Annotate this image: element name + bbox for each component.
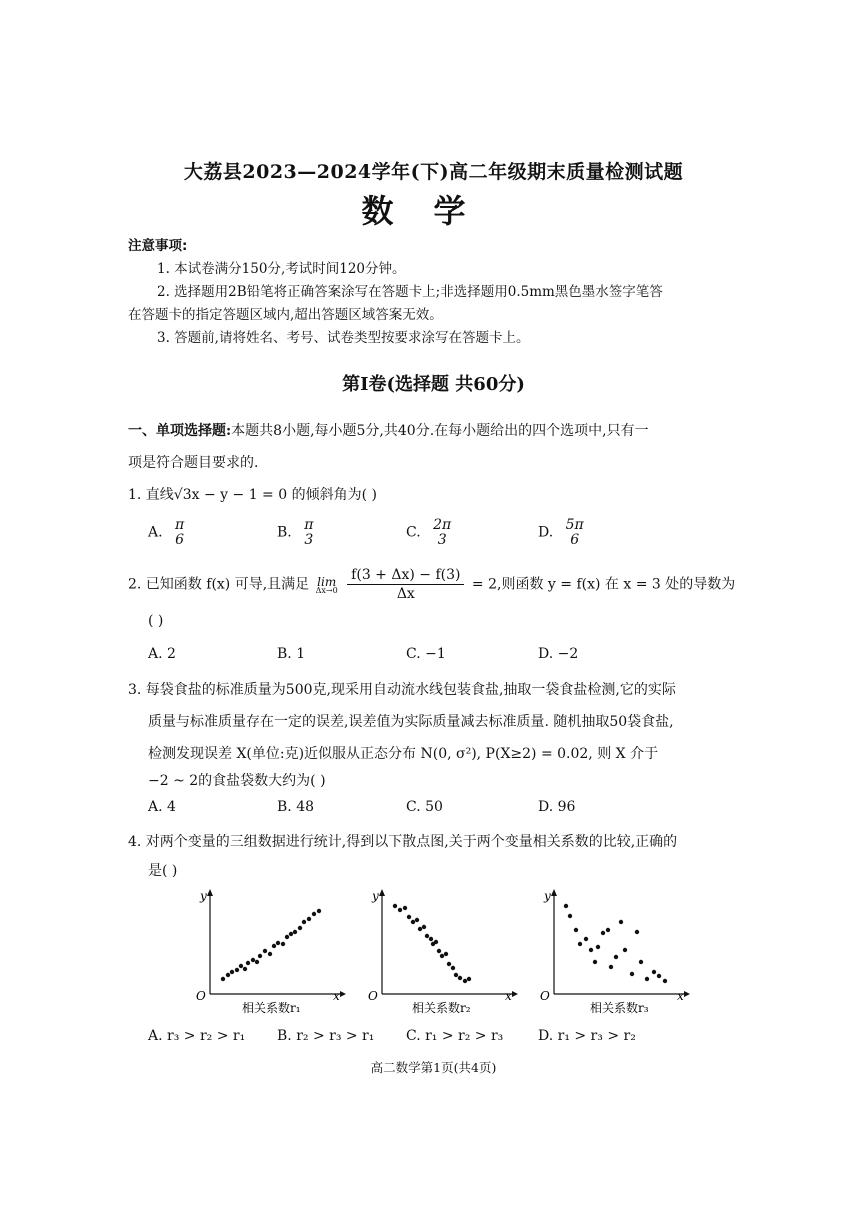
scatter-point: [454, 973, 458, 977]
section-title: 第Ⅰ卷(选择题 共60分): [342, 374, 525, 395]
plot3-ylabel: y: [544, 889, 551, 903]
scatter-point: [447, 962, 451, 966]
q1-option-c-label: C.: [406, 524, 421, 541]
q2-limit: [316, 575, 338, 595]
plot3-caption: 相关系数r₃: [590, 1001, 649, 1015]
scatter-point: [440, 954, 444, 958]
q1-d-den: 6: [570, 531, 580, 548]
scatter-point: [418, 927, 422, 931]
scatter-point: [589, 948, 593, 952]
scatter-plot-3: [534, 884, 699, 1020]
q1-c-den: 3: [437, 531, 447, 548]
plot1-xlabel: x: [333, 989, 340, 1003]
q1-d-num: 5π: [565, 517, 584, 533]
scatter-point: [574, 928, 578, 932]
scatter-point: [230, 970, 234, 974]
plot3-origin: O: [540, 989, 550, 1003]
scatter-point: [639, 960, 643, 964]
q2-stem-b: = 2,则函数 y = f(x) 在 x = 3 处的导数为: [471, 576, 736, 593]
q1-b-den: 3: [304, 531, 314, 548]
plot1-origin: O: [196, 989, 206, 1003]
scatter-point: [415, 918, 419, 922]
scatter-point: [226, 973, 230, 977]
scatter-point: [246, 961, 250, 965]
scatter-point: [578, 942, 582, 946]
part-heading-desc: 本题共8小题,每小题5分,共40分.在每小题给出的四个选项中,只有一: [231, 423, 649, 439]
scatter-point: [437, 949, 441, 953]
scatter-point: [263, 949, 267, 953]
q1-option-a-label: A.: [148, 524, 163, 541]
plot1-caption: 相关系数r₁: [242, 1001, 301, 1015]
part-heading-desc-2: 项是符合题目要求的.: [128, 455, 259, 471]
q2-option-d: D. −2: [538, 646, 579, 662]
scatter-point: [293, 930, 297, 934]
scatter-point: [564, 904, 568, 908]
scatter-point: [619, 920, 623, 924]
scatter-point: [467, 977, 471, 981]
subject-title: 数学: [361, 192, 506, 230]
plot2-caption: 相关系数r₂: [412, 1001, 471, 1015]
q4-option-c: C. r₁ > r₂ > r₃: [406, 1028, 504, 1044]
q3-option-b: B. 48: [277, 799, 315, 815]
q1-option-d-label: D.: [538, 524, 554, 541]
scatter-point: [255, 960, 259, 964]
scatter-point: [302, 920, 306, 924]
scatter-point: [623, 948, 627, 952]
plot1-ylabel: y: [200, 889, 207, 903]
scatter-point: [584, 937, 588, 941]
scatter-point: [251, 958, 255, 962]
q2-option-c: C. −1: [406, 646, 446, 662]
scatter-point: [630, 972, 634, 976]
scatter-point: [272, 944, 276, 948]
scatter-point: [276, 941, 280, 945]
part-heading: [128, 420, 649, 440]
scatter-point: [312, 912, 316, 916]
q4-option-b: B. r₂ > r₃ > r₁: [277, 1028, 375, 1044]
scatter-point: [593, 960, 597, 964]
page-footer: 高二数学第1页(共4页): [370, 1060, 497, 1075]
scatter-point: [268, 952, 272, 956]
q3-line-1: 3. 每袋食盐的标准质量为500克,现采用自动流水线包装食盐,抽取一袋食盐检测,它的实际: [128, 682, 676, 698]
scatter-point: [298, 926, 302, 930]
q3-line-3: 检测发现误差 X(单位:克)近似服从正态分布 N(0, σ²), P(X≥2) = 0.02, 则 X 介于: [148, 746, 659, 762]
scatter-point: [422, 925, 426, 929]
q2-lim-sub: Δx→0: [315, 585, 338, 595]
q4-option-d: D. r₁ > r₃ > r₂: [538, 1028, 636, 1044]
notice-heading: 注意事项:: [128, 238, 188, 254]
q3-option-a: A. 4: [148, 799, 176, 815]
q1-b-num: π: [304, 517, 314, 533]
q1-option-b-frac: [304, 518, 313, 547]
q2-frac-num: f(3 + Δx) − f(3): [347, 567, 464, 585]
q1-a-num: π: [175, 517, 185, 533]
q1-option-d-frac: [566, 518, 584, 547]
notice-item-2-cont: 在答题卡的指定答题区域内,超出答题区域答案无效。: [128, 307, 443, 323]
scatter-point: [307, 917, 311, 921]
scatter-point: [243, 967, 247, 971]
q2-fraction: [347, 567, 464, 602]
scatter-point: [601, 931, 605, 935]
exam-title: 大荔县2023—2024学年(下)高二年级期末质量检测试题: [183, 161, 684, 183]
scatter-point: [596, 945, 600, 949]
plot2-origin: O: [368, 989, 378, 1003]
scatter-point: [398, 908, 402, 912]
scatter-point: [235, 968, 239, 972]
q1-a-den: 6: [175, 531, 185, 548]
scatter-point: [609, 965, 613, 969]
q4-option-a: A. r₃ > r₂ > r₁: [148, 1028, 246, 1044]
q3-option-c: C. 50: [406, 799, 443, 815]
q2-option-b: B. 1: [277, 646, 306, 662]
plot3-x-arrow: [684, 991, 690, 997]
q2-lim: lim: [317, 574, 337, 589]
scatter-point: [458, 976, 462, 980]
q1-option-c-frac: [433, 518, 451, 547]
scatter-point: [317, 909, 321, 913]
scatter-point: [652, 970, 656, 974]
q2-paren: ( ): [148, 613, 164, 629]
scatter-point: [281, 942, 285, 946]
plot2-y-arrow: [379, 889, 385, 896]
q2-stem-a: 2. 已知函数 f(x) 可导,且满足: [128, 576, 310, 593]
q2-option-a: A. 2: [148, 646, 176, 662]
q2-frac-den: Δx: [396, 586, 415, 602]
scatter-point: [434, 940, 438, 944]
scatter-point: [429, 937, 433, 941]
scatter-point: [657, 974, 661, 978]
scatter-point: [258, 954, 262, 958]
notice-item-1: 1. 本试卷满分150分,考试时间120分钟。: [157, 261, 406, 277]
plot3-points: [564, 904, 667, 983]
notice-item-2: 2. 选择题用2B铅笔将正确答案涂写在答题卡上;非选择题用0.5mm黑色墨水签字笔答: [157, 284, 663, 300]
scatter-plot-2: [362, 884, 522, 1020]
question-1-stem: 1. 直线√3x − y − 1 = 0 的倾斜角为( ): [128, 487, 377, 503]
scatter-point: [393, 904, 397, 908]
q1-option-d: [538, 518, 584, 547]
q4-line-1: 4. 对两个变量的三组数据进行统计,得到以下散点图,关于两个变量相关系数的比较,正确的: [128, 834, 678, 850]
scatter-point: [289, 932, 293, 936]
scatter-point: [407, 915, 411, 919]
scatter-point: [645, 977, 649, 981]
q1-option-a: [148, 518, 184, 547]
scatter-plot-1: [190, 884, 350, 1020]
q1-option-b-label: B.: [277, 524, 292, 541]
scatter-point: [221, 977, 225, 981]
q4-line-2: 是( ): [148, 863, 178, 879]
scatter-point: [451, 966, 455, 970]
scatter-point: [606, 928, 610, 932]
scatter-point: [425, 934, 429, 938]
plot3-y-arrow: [551, 889, 557, 896]
scatter-point: [663, 979, 667, 983]
q1-option-c: [406, 518, 451, 547]
plot1-y-arrow: [207, 889, 213, 896]
scatter-point: [411, 920, 415, 924]
plot3-xlabel: x: [677, 989, 684, 1003]
scatter-point: [285, 935, 289, 939]
plot1-x-arrow: [340, 991, 346, 997]
q1-option-b: [277, 518, 313, 547]
plot2-xlabel: x: [505, 989, 512, 1003]
scatter-point: [444, 952, 448, 956]
q3-line-4: −2 ~ 2的食盐袋数大约为( ): [148, 773, 326, 789]
question-2-stem: [128, 567, 735, 602]
q3-option-d: D. 96: [538, 799, 576, 815]
q1-c-num: 2π: [433, 517, 452, 533]
scatter-point: [568, 914, 572, 918]
scatter-point: [403, 906, 407, 910]
plot2-points: [393, 904, 471, 983]
plot2-ylabel: y: [372, 889, 379, 903]
notice-item-3: 3. 答题前,请将姓名、考号、试卷类型按要求涂写在答题卡上。: [157, 330, 530, 346]
scatter-point: [614, 955, 618, 959]
scatter-point: [239, 964, 243, 968]
scatter-point: [463, 979, 467, 983]
part-heading-label: 一、单项选择题:: [128, 423, 232, 439]
q3-line-2: 质量与标准质量存在一定的误差,误差值为实际质量减去标准质量. 随机抽取50袋食盐,: [148, 714, 674, 730]
scatter-point: [635, 930, 639, 934]
plot1-points: [221, 909, 321, 981]
plot2-x-arrow: [512, 991, 518, 997]
q1-option-a-frac: [175, 518, 184, 547]
